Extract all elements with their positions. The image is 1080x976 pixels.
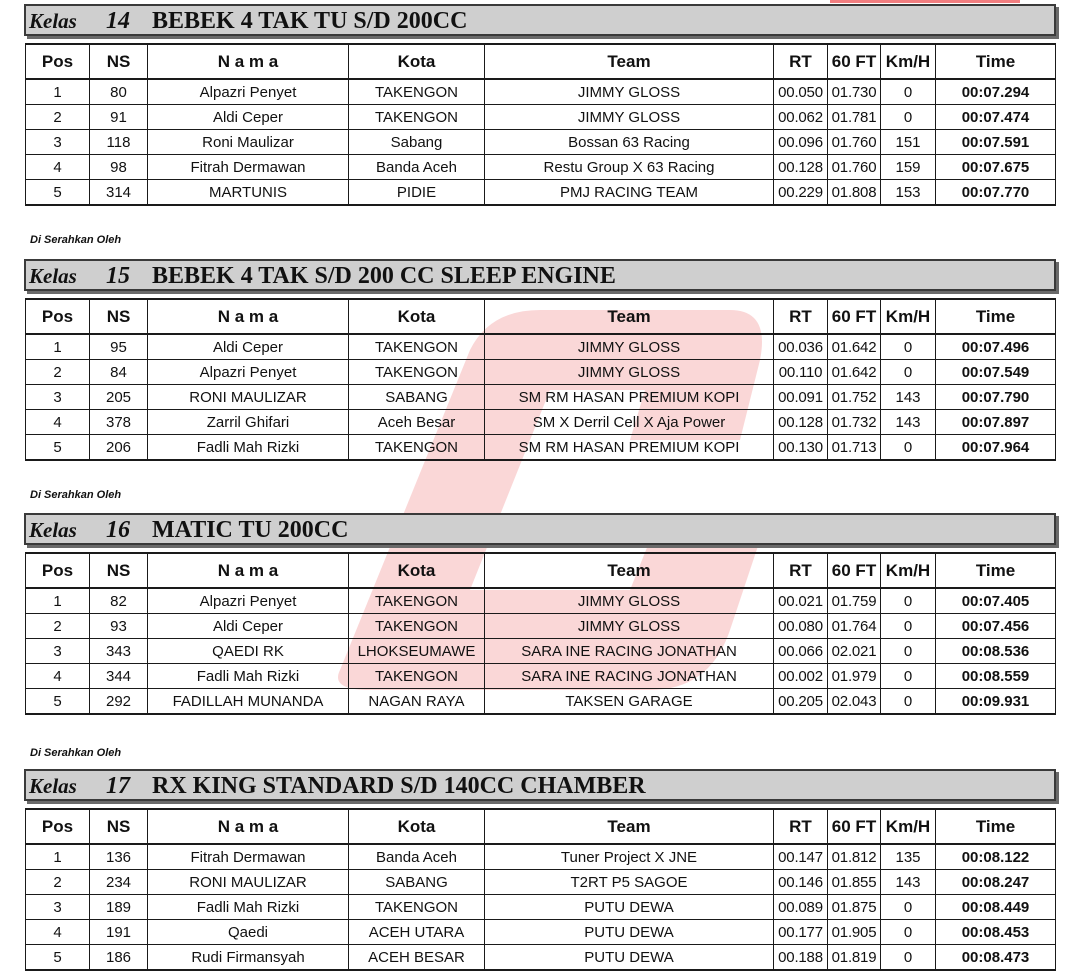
kelas-label: Kelas <box>29 9 77 33</box>
table-cell: 186 <box>90 945 148 971</box>
table-row <box>26 130 1056 155</box>
table-cell: JIMMY GLOSS <box>485 334 774 360</box>
column-header: Pos <box>26 553 90 588</box>
table-cell: TAKENGON <box>349 79 485 105</box>
table-cell: 0 <box>881 945 936 971</box>
table-cell: Qaedi <box>148 920 349 945</box>
table-cell: 00:09.931 <box>936 689 1056 715</box>
column-header: NS <box>90 299 148 334</box>
table-cell: Alpazri Penyet <box>148 588 349 614</box>
table-cell: 206 <box>90 435 148 461</box>
table-cell: 00.188 <box>774 945 828 971</box>
table-cell: 00:08.247 <box>936 870 1056 895</box>
table-cell: 00:08.559 <box>936 664 1056 689</box>
table-cell: 00.036 <box>774 334 828 360</box>
table-cell: Rudi Firmansyah <box>148 945 349 971</box>
kelas-header <box>24 769 1056 801</box>
table-cell: 01.730 <box>828 79 881 105</box>
column-header: Team <box>485 44 774 79</box>
table-cell: 3 <box>26 895 90 920</box>
table-row <box>26 360 1056 385</box>
column-header: Time <box>936 299 1056 334</box>
table-cell: JIMMY GLOSS <box>485 79 774 105</box>
table-cell: 93 <box>90 614 148 639</box>
table-cell: 5 <box>26 945 90 971</box>
table-cell: Aldi Ceper <box>148 614 349 639</box>
table-cell: 82 <box>90 588 148 614</box>
column-header: Km/H <box>881 299 936 334</box>
table-cell: 00.021 <box>774 588 828 614</box>
table-row <box>26 105 1056 130</box>
column-header: 60 FT <box>828 299 881 334</box>
table-cell: 0 <box>881 79 936 105</box>
results-table <box>25 43 1056 206</box>
table-cell: 01.732 <box>828 410 881 435</box>
table-cell: 00:07.456 <box>936 614 1056 639</box>
table-cell: 01.781 <box>828 105 881 130</box>
column-header: NS <box>90 553 148 588</box>
table-cell: 01.759 <box>828 588 881 614</box>
table-row <box>26 945 1056 971</box>
table-cell: 00:07.790 <box>936 385 1056 410</box>
table-cell: 01.760 <box>828 130 881 155</box>
results-table <box>25 552 1056 715</box>
table-cell: Fadli Mah Rizki <box>148 435 349 461</box>
table-cell: 00:07.591 <box>936 130 1056 155</box>
table-cell: 01.713 <box>828 435 881 461</box>
table-cell: 343 <box>90 639 148 664</box>
table-cell: Restu Group X 63 Racing <box>485 155 774 180</box>
kelas-header <box>24 4 1056 36</box>
table-cell: TAKENGON <box>349 105 485 130</box>
table-cell: 01.812 <box>828 844 881 870</box>
table-cell: 01.808 <box>828 180 881 206</box>
table-cell: 0 <box>881 689 936 715</box>
table-row <box>26 844 1056 870</box>
table-cell: 0 <box>881 105 936 130</box>
table-cell: SARA INE RACING JONATHAN <box>485 639 774 664</box>
column-header: Time <box>936 44 1056 79</box>
table-cell: 00.147 <box>774 844 828 870</box>
kelas-title: MATIC TU 200CC <box>152 517 349 543</box>
column-header: Team <box>485 809 774 844</box>
table-row <box>26 588 1056 614</box>
table-cell: PMJ RACING TEAM <box>485 180 774 206</box>
table-cell: TAKENGON <box>349 614 485 639</box>
table-cell: 00.062 <box>774 105 828 130</box>
table-cell: 02.021 <box>828 639 881 664</box>
table-cell: T2RT P5 SAGOE <box>485 870 774 895</box>
column-header: Km/H <box>881 809 936 844</box>
table-cell: 00.080 <box>774 614 828 639</box>
table-cell: 314 <box>90 180 148 206</box>
table-cell: 00:07.496 <box>936 334 1056 360</box>
table-cell: 0 <box>881 639 936 664</box>
table-cell: 00.091 <box>774 385 828 410</box>
table-row <box>26 334 1056 360</box>
column-header: 60 FT <box>828 44 881 79</box>
column-header: RT <box>774 299 828 334</box>
table-cell: 00:07.897 <box>936 410 1056 435</box>
kelas-section <box>24 4 1056 201</box>
table-cell: 01.752 <box>828 385 881 410</box>
column-header: Kota <box>349 553 485 588</box>
column-header: RT <box>774 44 828 79</box>
table-cell: 4 <box>26 664 90 689</box>
column-header: Kota <box>349 809 485 844</box>
table-cell: 0 <box>881 895 936 920</box>
table-cell: 00:07.675 <box>936 155 1056 180</box>
table-cell: PUTU DEWA <box>485 895 774 920</box>
table-cell: FADILLAH MUNANDA <box>148 689 349 715</box>
column-header: N a m a <box>148 44 349 79</box>
table-cell: ACEH BESAR <box>349 945 485 971</box>
column-header: Pos <box>26 809 90 844</box>
table-cell: 153 <box>881 180 936 206</box>
table-header-row <box>26 44 1056 79</box>
table-cell: 143 <box>881 385 936 410</box>
table-cell: 234 <box>90 870 148 895</box>
table-cell: 4 <box>26 410 90 435</box>
table-cell: Aldi Ceper <box>148 105 349 130</box>
kelas-label: Kelas <box>29 518 77 542</box>
table-cell: Banda Aceh <box>349 155 485 180</box>
table-cell: 00:07.549 <box>936 360 1056 385</box>
handover-note: Di Serahkan Oleh <box>30 747 122 759</box>
handover-note: Di Serahkan Oleh <box>30 234 122 246</box>
table-row <box>26 639 1056 664</box>
table-cell: 143 <box>881 410 936 435</box>
table-cell: SABANG <box>349 385 485 410</box>
table-cell: 378 <box>90 410 148 435</box>
table-cell: 0 <box>881 664 936 689</box>
table-cell: Alpazri Penyet <box>148 79 349 105</box>
column-header: Pos <box>26 44 90 79</box>
table-cell: 00.130 <box>774 435 828 461</box>
column-header: Team <box>485 553 774 588</box>
table-cell: JIMMY GLOSS <box>485 105 774 130</box>
column-header: 60 FT <box>828 553 881 588</box>
table-row <box>26 895 1056 920</box>
table-cell: SM RM HASAN PREMIUM KOPI <box>485 435 774 461</box>
table-row <box>26 79 1056 105</box>
table-cell: JIMMY GLOSS <box>485 614 774 639</box>
table-cell: 00:07.294 <box>936 79 1056 105</box>
table-cell: TAKENGON <box>349 435 485 461</box>
table-cell: Fadli Mah Rizki <box>148 664 349 689</box>
column-header: N a m a <box>148 299 349 334</box>
table-cell: 4 <box>26 155 90 180</box>
table-cell: 189 <box>90 895 148 920</box>
table-cell: 0 <box>881 920 936 945</box>
kelas-number: 14 <box>106 8 130 34</box>
table-cell: RONI MAULIZAR <box>148 870 349 895</box>
column-header: NS <box>90 809 148 844</box>
column-header: Time <box>936 809 1056 844</box>
red-stamp-fragment <box>830 0 1020 3</box>
table-cell: TAKENGON <box>349 588 485 614</box>
table-cell: TAKENGON <box>349 334 485 360</box>
table-cell: Fadli Mah Rizki <box>148 895 349 920</box>
column-header: NS <box>90 44 148 79</box>
table-cell: 4 <box>26 920 90 945</box>
table-cell: MARTUNIS <box>148 180 349 206</box>
column-header: Team <box>485 299 774 334</box>
table-cell: 2 <box>26 614 90 639</box>
table-cell: 00.050 <box>774 79 828 105</box>
table-cell: 01.819 <box>828 945 881 971</box>
table-cell: PUTU DEWA <box>485 920 774 945</box>
table-cell: 136 <box>90 844 148 870</box>
table-cell: 0 <box>881 614 936 639</box>
table-cell: 292 <box>90 689 148 715</box>
table-cell: 0 <box>881 334 936 360</box>
table-cell: 00.205 <box>774 689 828 715</box>
table-cell: 3 <box>26 385 90 410</box>
table-cell: PUTU DEWA <box>485 945 774 971</box>
table-cell: 2 <box>26 870 90 895</box>
table-cell: 84 <box>90 360 148 385</box>
table-header-row <box>26 809 1056 844</box>
kelas-header <box>24 513 1056 545</box>
table-cell: TAKENGON <box>349 664 485 689</box>
table-cell: JIMMY GLOSS <box>485 360 774 385</box>
table-header-row <box>26 553 1056 588</box>
table-cell: SARA INE RACING JONATHAN <box>485 664 774 689</box>
table-cell: 1 <box>26 588 90 614</box>
table-cell: TAKSEN GARAGE <box>485 689 774 715</box>
table-cell: 1 <box>26 79 90 105</box>
table-cell: 0 <box>881 435 936 461</box>
table-cell: SM RM HASAN PREMIUM KOPI <box>485 385 774 410</box>
table-cell: ACEH UTARA <box>349 920 485 945</box>
table-cell: 00:07.405 <box>936 588 1056 614</box>
table-cell: 00.128 <box>774 155 828 180</box>
table-cell: 00:08.449 <box>936 895 1056 920</box>
table-cell: 5 <box>26 180 90 206</box>
table-cell: 2 <box>26 105 90 130</box>
results-table <box>25 298 1056 461</box>
table-cell: 00.110 <box>774 360 828 385</box>
kelas-label: Kelas <box>29 264 77 288</box>
table-row <box>26 689 1056 715</box>
table-cell: SABANG <box>349 870 485 895</box>
table-cell: PIDIE <box>349 180 485 206</box>
table-cell: 3 <box>26 639 90 664</box>
table-cell: 191 <box>90 920 148 945</box>
table-cell: 00:08.122 <box>936 844 1056 870</box>
table-cell: Roni Maulizar <box>148 130 349 155</box>
table-cell: Aceh Besar <box>349 410 485 435</box>
kelas-label: Kelas <box>29 774 77 798</box>
table-cell: 159 <box>881 155 936 180</box>
kelas-title: BEBEK 4 TAK S/D 200 CC SLEEP ENGINE <box>152 263 616 289</box>
table-cell: NAGAN RAYA <box>349 689 485 715</box>
table-row <box>26 385 1056 410</box>
results-table <box>25 808 1056 971</box>
table-cell: Sabang <box>349 130 485 155</box>
table-cell: 00.146 <box>774 870 828 895</box>
table-cell: 00.002 <box>774 664 828 689</box>
column-header: N a m a <box>148 809 349 844</box>
table-cell: 00:07.474 <box>936 105 1056 130</box>
column-header: Km/H <box>881 44 936 79</box>
kelas-number: 15 <box>106 263 130 289</box>
table-cell: 00:08.453 <box>936 920 1056 945</box>
table-cell: 344 <box>90 664 148 689</box>
table-cell: 0 <box>881 360 936 385</box>
table-cell: 01.764 <box>828 614 881 639</box>
table-cell: 0 <box>881 588 936 614</box>
table-cell: 5 <box>26 435 90 461</box>
table-cell: 01.875 <box>828 895 881 920</box>
table-row <box>26 180 1056 206</box>
kelas-section <box>24 769 1056 966</box>
table-cell: 01.979 <box>828 664 881 689</box>
table-cell: 95 <box>90 334 148 360</box>
table-cell: Zarril Ghifari <box>148 410 349 435</box>
table-cell: QAEDI RK <box>148 639 349 664</box>
column-header: RT <box>774 553 828 588</box>
table-cell: 00.096 <box>774 130 828 155</box>
table-cell: 118 <box>90 130 148 155</box>
table-cell: 01.760 <box>828 155 881 180</box>
table-cell: 00.089 <box>774 895 828 920</box>
table-row <box>26 410 1056 435</box>
column-header: RT <box>774 809 828 844</box>
column-header: Kota <box>349 299 485 334</box>
table-cell: 01.905 <box>828 920 881 945</box>
table-cell: 00.066 <box>774 639 828 664</box>
table-cell: 01.855 <box>828 870 881 895</box>
table-cell: 00.128 <box>774 410 828 435</box>
table-cell: 98 <box>90 155 148 180</box>
table-cell: 135 <box>881 844 936 870</box>
table-cell: 01.642 <box>828 360 881 385</box>
table-cell: 3 <box>26 130 90 155</box>
table-cell: Bossan 63 Racing <box>485 130 774 155</box>
table-cell: 1 <box>26 334 90 360</box>
column-header: 60 FT <box>828 809 881 844</box>
table-cell: Aldi Ceper <box>148 334 349 360</box>
table-row <box>26 920 1056 945</box>
column-header: N a m a <box>148 553 349 588</box>
table-cell: Tuner Project X JNE <box>485 844 774 870</box>
table-cell: 151 <box>881 130 936 155</box>
kelas-section <box>24 259 1056 456</box>
table-cell: TAKENGON <box>349 895 485 920</box>
table-cell: 00:07.770 <box>936 180 1056 206</box>
column-header: Kota <box>349 44 485 79</box>
handover-note: Di Serahkan Oleh <box>30 489 122 501</box>
table-cell: JIMMY GLOSS <box>485 588 774 614</box>
kelas-section <box>24 513 1056 710</box>
table-header-row <box>26 299 1056 334</box>
table-row <box>26 664 1056 689</box>
column-header: Time <box>936 553 1056 588</box>
table-cell: Alpazri Penyet <box>148 360 349 385</box>
table-cell: TAKENGON <box>349 360 485 385</box>
table-cell: 00.229 <box>774 180 828 206</box>
table-cell: 1 <box>26 844 90 870</box>
table-cell: 00:08.473 <box>936 945 1056 971</box>
table-row <box>26 435 1056 461</box>
table-cell: 2 <box>26 360 90 385</box>
table-cell: 80 <box>90 79 148 105</box>
table-cell: LHOKSEUMAWE <box>349 639 485 664</box>
table-cell: 01.642 <box>828 334 881 360</box>
column-header: Pos <box>26 299 90 334</box>
kelas-title: BEBEK 4 TAK TU S/D 200CC <box>152 8 468 34</box>
table-cell: 205 <box>90 385 148 410</box>
table-cell: Fitrah Dermawan <box>148 844 349 870</box>
table-cell: Banda Aceh <box>349 844 485 870</box>
kelas-header <box>24 259 1056 291</box>
kelas-number: 17 <box>106 773 130 799</box>
table-cell: 00:07.964 <box>936 435 1056 461</box>
column-header: Km/H <box>881 553 936 588</box>
table-cell: 00:08.536 <box>936 639 1056 664</box>
table-cell: 91 <box>90 105 148 130</box>
table-cell: SM X Derril Cell X Aja Power <box>485 410 774 435</box>
table-cell: 02.043 <box>828 689 881 715</box>
table-row <box>26 614 1056 639</box>
table-cell: 00.177 <box>774 920 828 945</box>
table-cell: 143 <box>881 870 936 895</box>
kelas-number: 16 <box>106 517 130 543</box>
table-cell: Fitrah Dermawan <box>148 155 349 180</box>
table-cell: RONI MAULIZAR <box>148 385 349 410</box>
table-cell: 5 <box>26 689 90 715</box>
table-row <box>26 155 1056 180</box>
kelas-title: RX KING STANDARD S/D 140CC CHAMBER <box>152 773 646 799</box>
table-row <box>26 870 1056 895</box>
